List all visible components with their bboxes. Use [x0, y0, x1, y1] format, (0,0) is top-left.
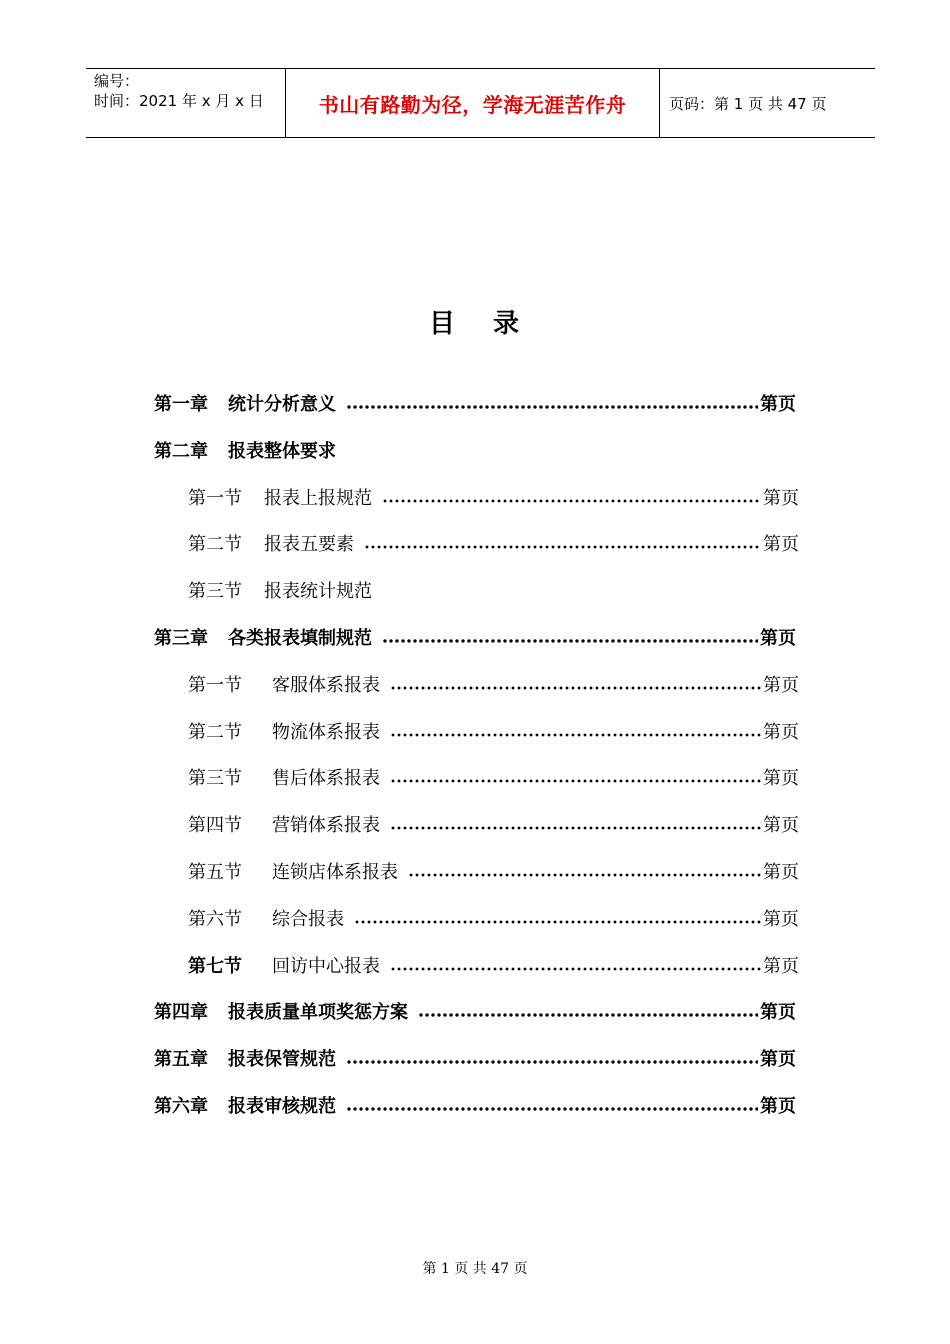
toc-entry[interactable]: [188, 482, 799, 512]
title-right: 录: [493, 309, 522, 339]
toc-entry[interactable]: [154, 622, 796, 652]
toc-entry-page: 第页: [763, 487, 799, 509]
toc-entry-page: 第页: [763, 674, 799, 696]
toc-entry[interactable]: [154, 1043, 796, 1073]
toc-entry-label: 统计分析意义: [228, 394, 336, 415]
toc-entry-number: 第一节: [188, 487, 242, 509]
toc-entry-page: 第页: [760, 628, 796, 649]
toc-entry-number: 第七节: [188, 955, 242, 977]
toc-entry[interactable]: [188, 856, 799, 886]
toc-entry-label: 报表整体要求: [228, 440, 336, 462]
toc-entry-page: 第页: [760, 1049, 796, 1071]
toc-entry[interactable]: [188, 809, 799, 839]
toc-dot-leader: [346, 1043, 758, 1073]
toc-entry[interactable]: [154, 996, 796, 1026]
toc-entry[interactable]: [154, 1090, 796, 1120]
document-title: [0, 303, 950, 340]
toc-entry[interactable]: [188, 903, 799, 933]
toc-entry-page: 第页: [763, 721, 799, 743]
page-header: [86, 68, 875, 138]
toc-entry[interactable]: [154, 435, 796, 465]
toc-entry-label: 回访中心报表: [272, 955, 380, 977]
toc-dot-leader: [408, 856, 761, 886]
toc-entry-number: 第三节: [188, 768, 242, 790]
toc-entry-page: 第页: [760, 1002, 796, 1024]
toc-entry-number: 第二节: [188, 721, 242, 743]
toc-dot-leader: [382, 622, 758, 652]
toc-dot-leader: [390, 950, 761, 980]
toc-entry-page: 第页: [763, 908, 799, 930]
toc-entry-label: 各类报表填制规范: [228, 628, 372, 649]
toc-entry-number: 第二节: [188, 534, 242, 556]
toc-entry-number: 第六节: [188, 908, 242, 930]
toc-entry-number: 第四章: [154, 1002, 208, 1024]
toc-dot-leader: [382, 482, 761, 512]
toc-entry-number: 第一节: [188, 674, 242, 696]
toc-entry-page: 第页: [763, 768, 799, 790]
toc-entry[interactable]: [188, 950, 799, 980]
toc-entry-number: 第二章: [154, 440, 208, 462]
toc-entry-number: 第五节: [188, 862, 242, 883]
toc-entry-label: 报表五要素: [264, 534, 354, 556]
toc-entry-label: 客服体系报表: [272, 674, 380, 696]
toc-entry-number: 第四节: [188, 815, 242, 837]
toc-entry-number: 第五章: [154, 1049, 208, 1071]
toc-dot-leader: [354, 903, 761, 933]
toc-entry-label: 连锁店体系报表: [272, 862, 398, 883]
toc-dot-leader: [390, 809, 761, 839]
toc-entry-label: 报表审核规范: [228, 1096, 336, 1117]
toc-entry-page: 第页: [763, 534, 799, 556]
toc-entry[interactable]: [188, 669, 799, 699]
toc-entry-page: 第页: [763, 815, 799, 837]
toc-dot-leader: [346, 1090, 758, 1120]
time-label: 时间：2021 年 x 月 x 日: [94, 92, 264, 110]
toc-entry-number: 第三节: [188, 581, 242, 603]
toc-dot-leader: [390, 762, 761, 792]
toc-entry[interactable]: [154, 388, 796, 418]
header-page-info: 页码：第 1 页 共 47 页: [669, 94, 827, 113]
header-meta: [86, 69, 286, 137]
toc-entry-number: 第六章: [154, 1096, 208, 1117]
toc-entry[interactable]: [188, 528, 799, 558]
toc-entry-label: 报表统计规范: [264, 581, 372, 603]
toc-dot-leader: [418, 996, 758, 1026]
header-motto: 书山有路勤为径，学海无涯苦作舟: [286, 69, 660, 137]
toc-entry-page: 第页: [763, 862, 799, 883]
toc-entry-label: 报表上报规范: [264, 487, 372, 509]
toc-dot-leader: [390, 669, 761, 699]
toc-dot-leader: [390, 716, 761, 746]
toc-entry-page: 第页: [760, 394, 796, 415]
toc-entry-label: 营销体系报表: [272, 815, 380, 837]
title-left: 目: [428, 309, 457, 339]
toc-dot-leader: [364, 528, 761, 558]
toc-entry-label: 物流体系报表: [272, 721, 380, 743]
toc-entry[interactable]: [188, 762, 799, 792]
toc-dot-leader: [346, 388, 758, 418]
toc-entry[interactable]: [188, 716, 799, 746]
toc-entry-page: 第页: [763, 955, 799, 977]
serial-label: 编号：: [94, 72, 140, 90]
toc-entry-label: 报表质量单项奖惩方案: [228, 1002, 408, 1024]
toc-entry[interactable]: [188, 575, 799, 605]
toc-entry-page: 第页: [760, 1096, 796, 1117]
toc-entry-number: 第三章: [154, 628, 208, 649]
toc-entry-label: 综合报表: [272, 908, 344, 930]
toc-entry-label: 报表保管规范: [228, 1049, 336, 1071]
toc-entry-label: 售后体系报表: [272, 768, 380, 790]
page-footer: 第 1 页 共 47 页: [422, 1261, 528, 1277]
toc-entry-number: 第一章: [154, 394, 208, 415]
